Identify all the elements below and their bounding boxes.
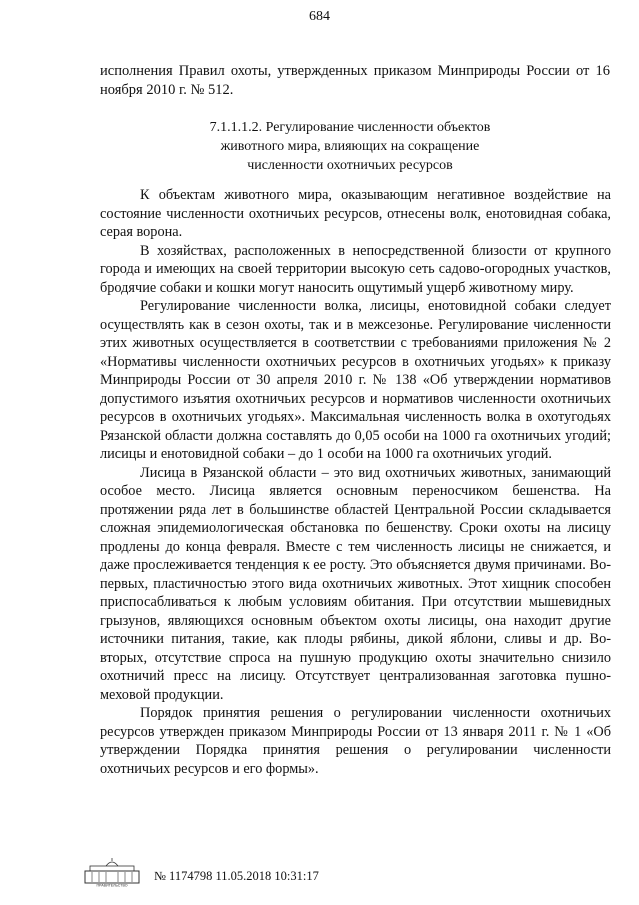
- registration-stamp: № 1174798 11.05.2018 10:31:17: [154, 869, 319, 883]
- section-heading-line: животного мира, влияющих на сокращение: [220, 139, 480, 154]
- government-emblem-icon: [84, 857, 140, 887]
- paragraph: Порядок принятия решения о регулировании численности охотничьих ресурсов утвержден приказом Минприроды России от 13 января 2011 г. № 1 «Об утверждении Порядка принятия решения о регулировании численности охотничьих ресурсов и его формы».: [100, 705, 611, 777]
- footer: [84, 857, 344, 887]
- section-heading-line: численности охотничьих ресурсов: [247, 158, 453, 173]
- paragraph: В хозяйствах, расположенных в непосредственной близости от крупного города и имеющих на своей территории высокую сеть садово-огородных участков, бродячие собаки и кошки могут наносить ощутимый ущерб животному миру.: [100, 242, 611, 296]
- page-number: 684: [309, 9, 330, 24]
- intro-paragraph: исполнения Правил охоты, утвержденных приказом Минприроды России от 16 ноября 2010 г. № 512.: [100, 63, 610, 98]
- document-body: [100, 186, 611, 778]
- section-heading-line: 7.1.1.1.2. Регулирование численности объектов: [209, 120, 491, 135]
- section-heading: [150, 118, 550, 175]
- paragraph: К объектам животного мира, оказывающим негативное воздействие на состояние численности охотничьих ресурсов, отнесены волк, енотовидная собака, серая ворона.: [100, 187, 611, 240]
- emblem-caption: ПРАВИТЕЛЬСТВО: [96, 883, 128, 887]
- paragraph: Лисица в Рязанской области – это вид охотничьих животных, занимающий особое место. Лисица является основным переносчиком бешенства. На протяжении ряда лет в большинстве областей Центральной России складывается сложная эпидемиологическая обстановка по бешенству. Сроки охоты на лисицу продлены до конца февраля. Вместе с тем численность лисицы не снижается, и даже прослеживается тенденция к ее росту. Это объясняется двумя причинами. Во-первых, пластичностью этого вида охотничьих животных. Этот хищник способен приспосабливаться к любым условиям обитания. При отсутствии мышевидных грызунов, являющихся основным объектом охоты лисицы, она находит другие источники питания, такие, как плоды рябины, дикой яблони, сливы и др. Во-вторых, отсутствие спроса на пушную продукцию охоты значительно снизило охотничий пресс на лисицу. Отсутствует централизованная заготовка пушно-меховой продукции.: [100, 464, 611, 703]
- paragraph: Регулирование численности волка, лисицы, енотовидной собаки следует осуществлять как в сезон охоты, так и в межсезонье. Регулирование численности этих животных осуществляется в соответствии с требованиями приложения № 2 «Нормативы численности охотничьих ресурсов в охотничьих угодьях» к приказу Минприроды России от 30 апреля 2010 г. № 138 «Об утверждении нормативов допустимого изъятия охотничьих ресурсов и нормативов численности охотничьих ресурсов в охотничьих угодьях». Максимальная численность волка в охотугодьях Рязанской области должна составлять до 0,05 особи на 1000 га охотничьих угодий; лисицы и енотовидной собаки – до 1 особи на 1000 га охотничьих угодий.: [100, 298, 611, 462]
